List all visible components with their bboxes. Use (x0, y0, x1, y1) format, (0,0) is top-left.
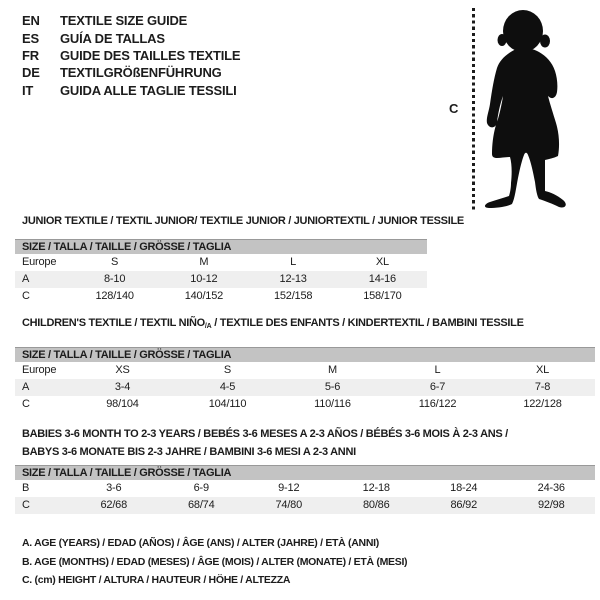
size-cell: 12-13 (279, 273, 307, 285)
table-row (15, 480, 595, 497)
section-title-text: CHILDREN'S TEXTILE / TEXTIL NIÑO (22, 317, 205, 329)
table-row (15, 271, 427, 288)
size-cell: 3-4 (114, 381, 131, 393)
row-label: C (22, 290, 30, 302)
size-cell: 24-36 (537, 482, 565, 494)
table-row (15, 254, 427, 271)
table-row (15, 396, 595, 413)
section-title-text: / TEXTILE DES ENFANTS / KINDERTEXTIL / BAMBINI TESSILE (211, 317, 524, 329)
row-label: C (22, 499, 30, 511)
size-table-junior (15, 239, 427, 305)
size-cell: 140/152 (184, 290, 224, 302)
language-title: TEXTILE SIZE GUIDE (60, 13, 188, 29)
language-row (22, 12, 240, 29)
size-cell: 9-12 (278, 482, 300, 494)
language-code: ES (22, 30, 39, 46)
section-title-line (22, 315, 524, 336)
size-cell: 80/86 (362, 499, 390, 511)
size-cell: 110/116 (314, 398, 351, 410)
toddler-silhouette (478, 6, 578, 210)
table-row (15, 362, 595, 379)
section-title-babies (22, 426, 508, 461)
legend-line: C. (cm) HEIGHT / ALTURA / HAUTEUR / HÖHE / ALTEZZA (22, 574, 291, 586)
size-cell: 128/140 (95, 290, 134, 302)
language-title: GUIDE DES TAILLES TEXTILE (60, 47, 241, 63)
section-title-junior (22, 213, 464, 231)
legend-line: B. AGE (MONTHS) / EDAD (MESES) / ÂGE (MOIS) / ALTER (MONATE) / ETÀ (MESI) (22, 555, 408, 568)
size-cell: 12-18 (362, 482, 390, 494)
section-title-line (22, 213, 464, 231)
size-cell: M (199, 256, 209, 268)
size-header-bar: SIZE / TALLA / TAILLE / GRÖSSE / TAGLIA (15, 465, 595, 480)
size-cell: 104/110 (208, 398, 247, 410)
size-cell: 3-6 (106, 482, 122, 494)
size-cell: XS (115, 364, 130, 376)
legend-line: A. AGE (YEARS) / EDAD (AÑOS) / ÂGE (ANS) / ALTER (JAHRE) / ETÀ (ANNI) (22, 537, 379, 549)
language-row (22, 47, 240, 64)
language-code: EN (22, 13, 40, 29)
size-cell: 6-9 (193, 482, 209, 494)
size-cell: 18-24 (450, 482, 478, 494)
height-measure-label: C (449, 101, 459, 116)
size-cell: M (328, 364, 337, 376)
section-title-text: /A (204, 323, 212, 330)
section-title-line (22, 444, 508, 462)
row-label: A (22, 381, 30, 393)
size-cell: 98/104 (106, 398, 139, 410)
size-cell: 10-12 (190, 273, 218, 285)
row-label: C (22, 398, 30, 410)
table-row (15, 379, 595, 396)
language-code: IT (22, 82, 34, 98)
row-label: Europe (22, 364, 57, 376)
section-title-text: JUNIOR TEXTILE / TEXTIL JUNIOR/ TEXTILE JUNIOR / JUNIORTEXTIL / JUNIOR TESSILE (22, 215, 464, 227)
language-code: DE (22, 65, 40, 81)
size-cell: 7-8 (534, 381, 551, 393)
language-title: GUIDA ALLE TAGLIE TESSILI (60, 82, 237, 98)
size-cell: 122/128 (523, 398, 562, 410)
size-cell: S (111, 256, 119, 268)
language-title: TEXTILGRÖßENFÜHRUNG (60, 65, 222, 81)
section-title-text: BABIES 3-6 MONTH TO 2-3 YEARS / BEBÉS 3-6 MESES A 2-3 AÑOS / BÉBÉS 3-6 MOIS À 2-3 ANS / (22, 428, 508, 440)
size-cell: 6-7 (429, 381, 446, 393)
language-code: FR (22, 47, 39, 63)
height-measure-dotted-line (472, 8, 475, 210)
size-cell: L (434, 364, 441, 376)
size-table-children (15, 347, 595, 413)
size-cell: XL (375, 256, 389, 268)
table-row (15, 288, 427, 305)
size-cell: 152/158 (273, 290, 313, 302)
row-label: B (22, 482, 30, 494)
size-cell: 4-5 (219, 381, 236, 393)
size-cell: 158/170 (363, 290, 402, 302)
size-cell: 116/122 (418, 398, 457, 410)
size-cell: 8-10 (104, 273, 126, 285)
language-row (22, 64, 240, 81)
language-header (22, 12, 240, 99)
language-title: GUÍA DE TALLAS (60, 30, 165, 46)
size-table-babies (15, 465, 595, 514)
section-title-text: BABYS 3-6 MONATE BIS 2-3 JAHRE / BAMBINI 3-6 MESI A 2-3 ANNI (22, 445, 356, 458)
section-title-children (22, 315, 524, 336)
size-cell: 68/74 (187, 499, 215, 511)
section-title-line (22, 426, 508, 444)
row-label: Europe (22, 256, 57, 268)
size-cell: 62/68 (100, 499, 128, 511)
measurement-legend (22, 534, 407, 590)
row-label: A (22, 273, 30, 285)
size-cell: 14-16 (368, 273, 396, 285)
size-cell: 5-6 (324, 381, 341, 393)
size-cell: 74/80 (275, 499, 303, 511)
language-row (22, 82, 240, 99)
size-cell: S (223, 364, 232, 376)
size-cell: L (290, 256, 297, 268)
size-header-bar: SIZE / TALLA / TAILLE / GRÖSSE / TAGLIA (15, 239, 427, 254)
size-cell: 92/98 (537, 499, 565, 511)
size-cell: XL (535, 364, 550, 376)
size-cell: 86/92 (450, 499, 478, 511)
size-header-bar: SIZE / TALLA / TAILLE / GRÖSSE / TAGLIA (15, 347, 595, 362)
language-row (22, 29, 240, 46)
table-row (15, 497, 595, 514)
